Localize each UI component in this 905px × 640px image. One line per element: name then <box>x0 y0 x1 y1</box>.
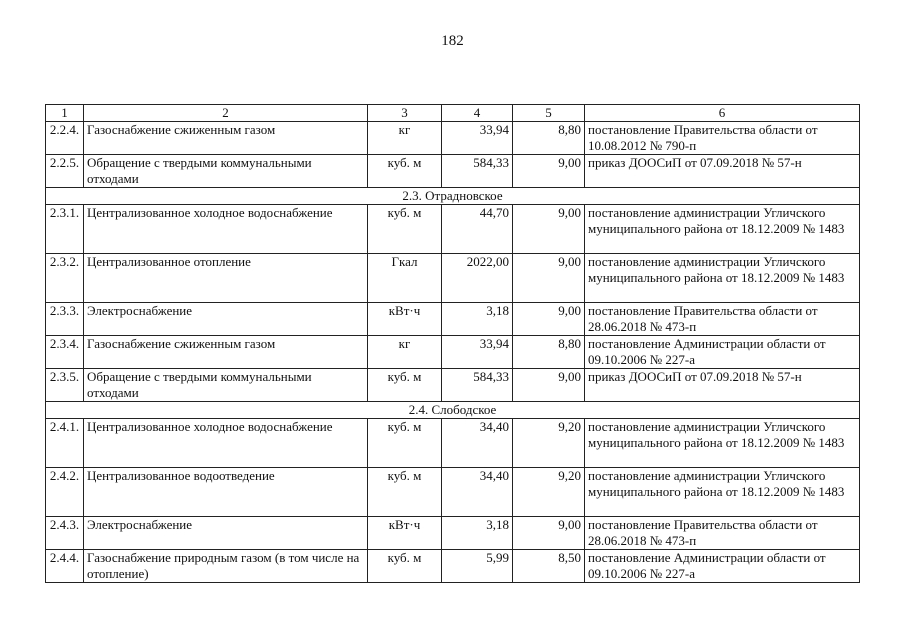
header-cell: 2 <box>84 105 368 122</box>
row-value-2: 9,00 <box>513 369 585 402</box>
row-code: 2.3.4. <box>46 336 84 369</box>
header-cell: 5 <box>513 105 585 122</box>
row-value-1: 33,94 <box>442 122 513 155</box>
header-cell: 1 <box>46 105 84 122</box>
header-cell: 3 <box>368 105 442 122</box>
row-unit: кг <box>368 336 442 369</box>
row-value-1: 3,18 <box>442 303 513 336</box>
row-code: 2.4.4. <box>46 550 84 583</box>
row-value-2: 9,00 <box>513 205 585 254</box>
row-value-1: 33,94 <box>442 336 513 369</box>
row-document: постановление администрации Угличского муниципального района от 18.12.2009 № 1483 <box>585 468 860 517</box>
header-cell: 6 <box>585 105 860 122</box>
row-value-1: 584,33 <box>442 155 513 188</box>
section-row <box>46 188 860 205</box>
table-row <box>46 303 860 336</box>
header-cell: 4 <box>442 105 513 122</box>
row-code: 2.2.5. <box>46 155 84 188</box>
row-name: Обращение с твердыми коммунальными отходами <box>84 369 368 402</box>
row-code: 2.4.2. <box>46 468 84 517</box>
row-unit: Гкал <box>368 254 442 303</box>
table-row <box>46 336 860 369</box>
row-unit: куб. м <box>368 155 442 188</box>
row-value-2: 9,20 <box>513 419 585 468</box>
table-row <box>46 369 860 402</box>
table-row <box>46 254 860 303</box>
row-value-1: 44,70 <box>442 205 513 254</box>
section-row <box>46 402 860 419</box>
table-row <box>46 205 860 254</box>
row-document: постановление Администрации области от 09.10.2006 № 227-а <box>585 550 860 583</box>
row-document: приказ ДООСиП от 07.09.2018 № 57-н <box>585 155 860 188</box>
row-name: Централизованное отопление <box>84 254 368 303</box>
row-name: Электроснабжение <box>84 303 368 336</box>
row-name: Централизованное водоотведение <box>84 468 368 517</box>
row-code: 2.3.2. <box>46 254 84 303</box>
row-document: постановление Администрации области от 09.10.2006 № 227-а <box>585 336 860 369</box>
page-number: 182 <box>441 33 464 49</box>
table-row <box>46 468 860 517</box>
row-unit: кВт·ч <box>368 517 442 550</box>
row-value-1: 34,40 <box>442 419 513 468</box>
row-name: Электроснабжение <box>84 517 368 550</box>
row-name: Централизованное холодное водоснабжение <box>84 419 368 468</box>
row-document: постановление Правительства области от 10.08.2012 № 790-п <box>585 122 860 155</box>
row-value-1: 34,40 <box>442 468 513 517</box>
row-value-2: 9,20 <box>513 468 585 517</box>
row-name: Газоснабжение природным газом (в том числе на отопление) <box>84 550 368 583</box>
row-name: Обращение с твердыми коммунальными отходами <box>84 155 368 188</box>
table-row <box>46 419 860 468</box>
row-unit: куб. м <box>368 419 442 468</box>
row-code: 2.3.1. <box>46 205 84 254</box>
row-value-2: 9,00 <box>513 254 585 303</box>
row-name: Централизованное холодное водоснабжение <box>84 205 368 254</box>
table-row <box>46 517 860 550</box>
row-value-1: 584,33 <box>442 369 513 402</box>
row-unit: кВт·ч <box>368 303 442 336</box>
row-unit: куб. м <box>368 550 442 583</box>
row-unit: куб. м <box>368 468 442 517</box>
row-unit: кг <box>368 122 442 155</box>
row-value-2: 8,50 <box>513 550 585 583</box>
table-row <box>46 155 860 188</box>
row-value-2: 8,80 <box>513 336 585 369</box>
row-code: 2.2.4. <box>46 122 84 155</box>
row-code: 2.3.3. <box>46 303 84 336</box>
row-code: 2.3.5. <box>46 369 84 402</box>
row-unit: куб. м <box>368 369 442 402</box>
row-unit: куб. м <box>368 205 442 254</box>
row-value-2: 9,00 <box>513 303 585 336</box>
table-header-row <box>46 105 860 122</box>
row-value-1: 2022,00 <box>442 254 513 303</box>
table-row <box>46 122 860 155</box>
tariff-table <box>45 104 860 583</box>
row-document: постановление Правительства области от 28.06.2018 № 473-п <box>585 303 860 336</box>
row-value-2: 9,00 <box>513 517 585 550</box>
row-name: Газоснабжение сжиженным газом <box>84 122 368 155</box>
row-document: постановление администрации Угличского муниципального района от 18.12.2009 № 1483 <box>585 419 860 468</box>
row-document: приказ ДООСиП от 07.09.2018 № 57-н <box>585 369 860 402</box>
row-value-1: 5,99 <box>442 550 513 583</box>
row-code: 2.4.1. <box>46 419 84 468</box>
row-value-1: 3,18 <box>442 517 513 550</box>
row-value-2: 9,00 <box>513 155 585 188</box>
row-value-2: 8,80 <box>513 122 585 155</box>
row-document: постановление администрации Угличского муниципального района от 18.12.2009 № 1483 <box>585 254 860 303</box>
row-document: постановление администрации Угличского муниципального района от 18.12.2009 № 1483 <box>585 205 860 254</box>
row-code: 2.4.3. <box>46 517 84 550</box>
row-document: постановление Правительства области от 28.06.2018 № 473-п <box>585 517 860 550</box>
section-title: 2.3. Отрадновское <box>46 188 860 205</box>
section-title: 2.4. Слободское <box>46 402 860 419</box>
row-name: Газоснабжение сжиженным газом <box>84 336 368 369</box>
table-row <box>46 550 860 583</box>
